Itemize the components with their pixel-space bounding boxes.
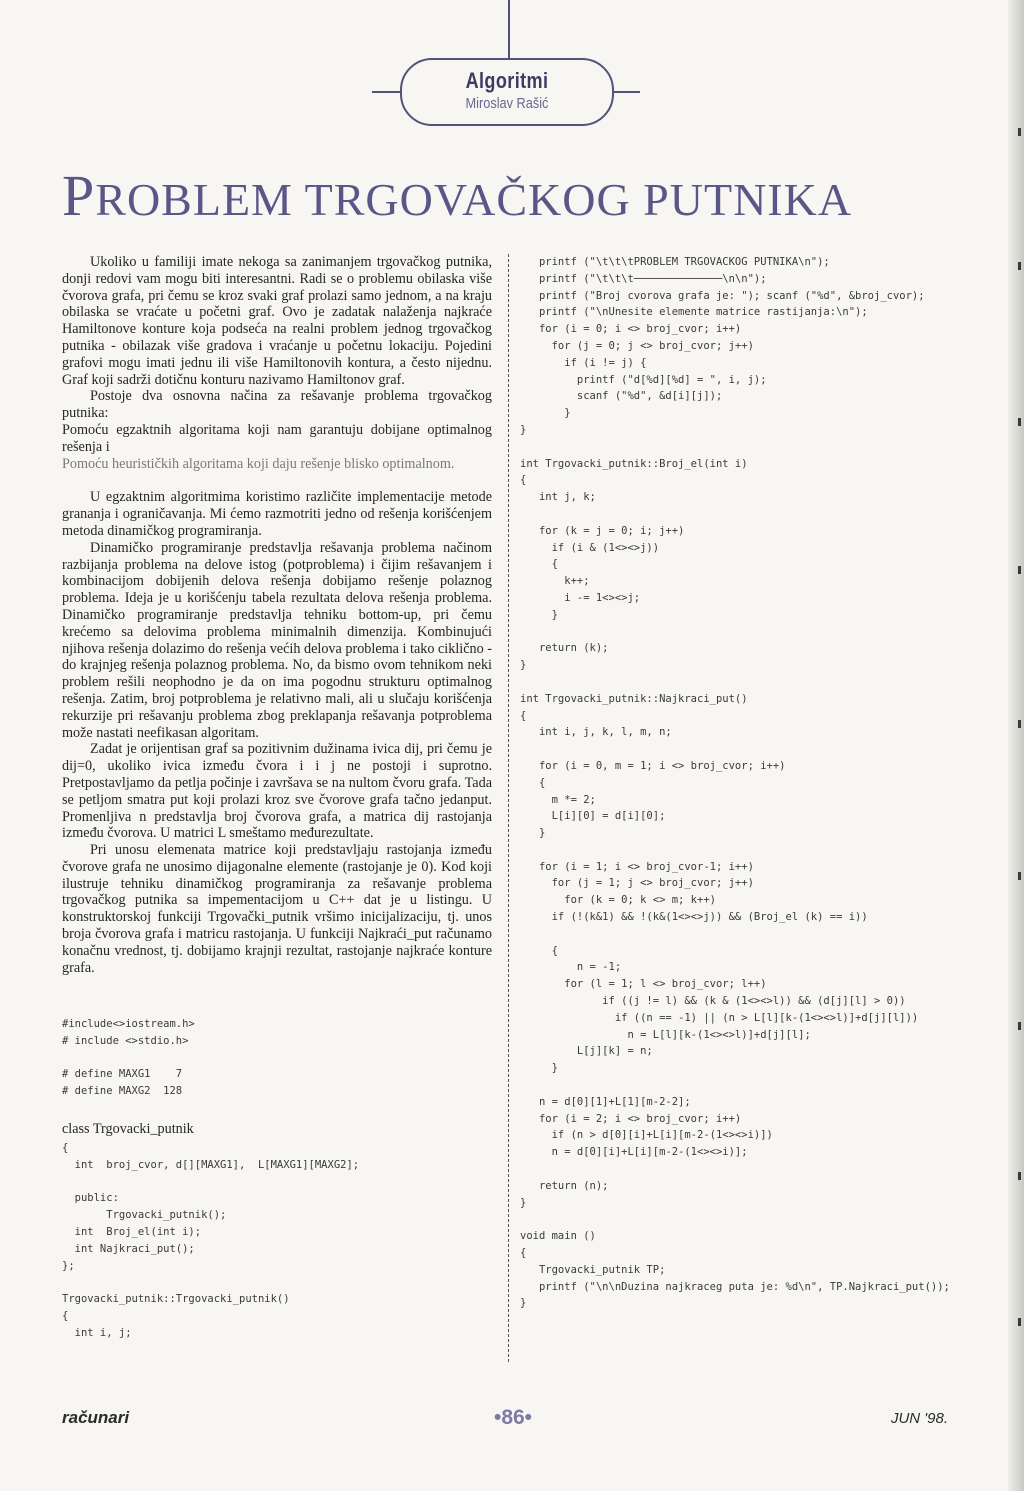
- code-line: n = d[0][i]+L[i][m-2-(1<><>i)];: [551, 1146, 748, 1159]
- paragraph: Ukoliko u familiji imate nekoga sa zanimanjem trgovačkog putnika, donji redovi vam mogu biti interesantni. Radi se o problemu obilaska više čvorova grafa, pri čemu se kroz svaki graf prolazi samo jednom, a na kraju obilaska se vraćate u početni graf. Ovo je zadatak nalaženja najkraće Hamiltonove konture koja podseća na realni problem jednog trgovačkog putnika - obilazak više gradova i vraćanje u početnu lokaciju. Pojedini grafovi mogu imati jednu ili više Hamiltonovih kontura, a često nijednu. Graf koji sadrži dotičnu konturu nazivamo Hamiltonov graf.: [62, 254, 492, 388]
- edge-mark: [1018, 418, 1021, 426]
- paragraph: U egzaktnim algoritmima koristimo različite implementacije metode grananja i ograničavanja. Mi ćemo razmotriti jedno od rešenja korišćenjem metoda dinamičkog programiranja.: [62, 489, 492, 539]
- code-line: for (i = 0, m = 1; i <> broj_cvor; i++): [538, 759, 786, 772]
- code-line: {: [520, 474, 527, 487]
- code-line: Trgovacki_putnik TP;: [538, 1263, 666, 1276]
- code-line: }: [564, 407, 571, 420]
- paragraph: Dinamičko programiranje predstavlja rešavanja problema načinom razbijanja problema na delove istog (potproblema) i čijim rešavanjem i kombinacijom dobijenih delova rešenja dobijamo rešenje polaznog problema. Ideja je u korišćenju tabela rezultata delova rešenja problema. Dinamičko programiranje predstavlja tehniku bottom-up, pri čemu krećemo sa delovima problema minimalnih dimenzija. Kombinujući njihova rešenja dolazimo do rešenja većih delova problema i tako ciklično - do krajnjeg rešenja polaznog problema. No, da bismo ovom tehnikom neki problem rešili neophodno je da on ima pogodnu strukturu optimalnog rešenja. Zatim, broj potproblema je relativno mali, ali u slučaju korišćenja rekurzije pri rešavanju problema zbog preklapanja rešavanja potproblema može nastati neefikasan algoritam.: [62, 539, 492, 741]
- code-line: # include <>stdio.h>: [62, 1034, 189, 1047]
- code-line: {: [520, 709, 527, 722]
- code-line: }: [538, 827, 546, 840]
- code-line: i -= 1<><>j;: [564, 591, 641, 604]
- code-line: n = d[0][1]+L[1][m-2-2];: [538, 1095, 691, 1108]
- section-title: Algoritmi: [465, 68, 549, 93]
- class-heading: class Trgovacki_putnik: [62, 1121, 194, 1137]
- paragraph: Pomoću heurističkih algoritama koji daju rešenje blisko optimalnom.: [62, 455, 455, 472]
- code-line: int i, j;: [74, 1326, 132, 1339]
- code-line: int j, k;: [538, 491, 596, 504]
- edge-mark: [1018, 1318, 1021, 1326]
- code-line: {: [62, 1309, 69, 1322]
- code-line: if ((n == -1) || (n > L[l][k-(1<><>l)]+d[j][l])): [614, 1011, 919, 1024]
- code-line: for (l = 1; l <> broj_cvor; l++): [564, 978, 767, 991]
- code-line: int Trgovacki_putnik::Broj_el(int i): [520, 457, 748, 470]
- article-title: [62, 162, 853, 229]
- code-line: L[j][k] = n;: [576, 1045, 653, 1058]
- code-line: L[i][0] = d[i][0];: [551, 810, 666, 823]
- code-line: k++;: [564, 575, 590, 588]
- paragraph: Pomoću egzaktnih algoritama koji nam garantuju dobijane optimalnog rešenja i: [62, 421, 492, 455]
- edge-mark: [1018, 128, 1021, 136]
- code-line: printf ("\nUnesite elemente matrice rastijanja:\n");: [538, 306, 868, 319]
- code-listing-includes: [62, 1016, 195, 1100]
- code-line: int Trgovacki_putnik::Najkraci_put(): [520, 692, 748, 705]
- code-line: {: [538, 776, 546, 789]
- code-line: if (n > d[0][i]+L[i][m-2-(1<><>i)]): [551, 1129, 773, 1142]
- code-line: int broj_cvor, d[][MAXG1], L[MAXG1][MAXG2];: [74, 1158, 360, 1171]
- edge-mark: [1018, 1172, 1021, 1180]
- article-body: [62, 254, 492, 976]
- code-line: void main (): [520, 1230, 596, 1243]
- edge-mark: [1018, 872, 1021, 880]
- paragraph: Pri unosu elemenata matrice koji predstavljaju rastojanja između čvorove grafa ne unosimo dijagonalne elemente (rastojanje je 0). Kod koji ilustruje tehniku dinamičkog programiranja za rešavanje problema trgovačkog putnika sa impementacijom u C++ dat je u listingu. U konstruktorskoj funkciji Trgovački_putnik vršimo inicijalizaciju, tj. unos broja čvorova grafa i matricu rastojanja. U funkciji Najkraći_put računamo konačnu vrednost, tj. dobijamo krajnji rezultat, rastojanje najkraće konture grafa.: [62, 842, 492, 976]
- column-divider: [508, 254, 509, 1362]
- code-line: printf ("Broj cvorova grafa je: "); scanf ("%d", &broj_cvor);: [538, 289, 925, 302]
- header-vertical-rule: [508, 0, 510, 60]
- edge-mark: [1018, 1022, 1021, 1030]
- code-line: for (j = 0; j <> broj_cvor; j++): [551, 339, 754, 352]
- code-line: for (k = 0; k <> m; k++): [564, 894, 716, 907]
- code-line: {: [62, 1142, 69, 1154]
- code-line: Trgovacki_putnik();: [106, 1209, 227, 1222]
- code-line: {: [520, 1247, 527, 1260]
- code-line: for (i = 2; i <> broj_cvor; i++): [538, 1112, 742, 1125]
- code-line: }: [520, 659, 527, 672]
- code-line: int i, j, k, l, m, n;: [538, 726, 672, 739]
- title-initial: P: [62, 163, 96, 228]
- code-line: }: [520, 1297, 527, 1310]
- code-line: if (!(k&1) && !(k&(1<><>j)) && (Broj_el (k) == i)): [551, 911, 868, 924]
- code-line: }: [520, 423, 527, 436]
- edge-mark: [1018, 720, 1021, 728]
- paragraph: Postoje dva osnovna načina za rešavanje problema trgovačkog putnika:: [62, 388, 492, 422]
- magazine-name: računari: [62, 1408, 130, 1427]
- code-line: scanf ("%d", &d[i][j]);: [576, 390, 723, 403]
- code-line: for (i = 1; i <> broj_cvor-1; i++): [538, 860, 754, 873]
- code-listing-class: [62, 1140, 359, 1342]
- code-line: for (i = 0; i <> broj_cvor; i++): [538, 323, 742, 336]
- code-line: #include<>iostream.h>: [62, 1018, 195, 1030]
- paragraph: Zadat je orijentisan graf sa pozitivnim dužinama ivica dij, pri čemu je dij=0, ukoliko ivica između čvora i i j ne postoji i suprotno. Pretpostavljamo da petlja počinje i završava se na nultom čvoru grafa. Tada se petljom smatra put koji prolazi kroz sve čvorove grafa tačno jedanput. Promenljiva n predstavlja broj čvorova grafa, a matrica dij rastojanja između čvorova. U matrici L smeštamo međurezultate.: [62, 741, 492, 842]
- author-name: Miroslav Rašić: [465, 95, 549, 112]
- code-line: return (k);: [538, 642, 609, 655]
- code-line: };: [62, 1259, 75, 1272]
- code-line: # define MAXG1 7: [62, 1068, 183, 1081]
- code-line: }: [551, 1062, 558, 1075]
- code-line: printf ("d[%d][%d] = ", i, j);: [576, 373, 767, 386]
- code-line: if (i & (1<><>j)): [551, 541, 660, 554]
- scan-page-edge: [1008, 0, 1024, 1491]
- code-line: }: [551, 608, 558, 621]
- code-line: return (n);: [538, 1179, 609, 1192]
- code-line: n = L[l][k-(1<><>l)]+d[j][l];: [627, 1028, 811, 1041]
- code-line: printf ("\t\t\t──────────────\n\n");: [538, 272, 767, 285]
- code-line: # define MAXG2 128: [62, 1085, 183, 1098]
- page-number: •86•: [493, 1406, 533, 1429]
- code-line: printf ("\t\t\tPROBLEM TRGOVACKOG PUTNIKA\n");: [538, 256, 830, 268]
- edge-mark: [1018, 566, 1021, 574]
- section-badge: [400, 58, 614, 126]
- code-line: {: [551, 944, 558, 957]
- code-line: {: [551, 558, 558, 571]
- code-line: printf ("\n\nDuzina najkraceg puta je: %d\n", TP.Najkraci_put());: [538, 1280, 950, 1293]
- code-listing-functions: [520, 254, 950, 1312]
- code-line: if ((j != l) && (k & (1<><>l)) && (d[j][l] > 0)): [602, 995, 906, 1008]
- code-line: m *= 2;: [551, 793, 596, 806]
- issue-date: JUN '98.: [890, 1410, 948, 1427]
- header-rule-left: [372, 91, 402, 93]
- code-line: n = -1;: [576, 961, 622, 974]
- edge-mark: [1018, 262, 1021, 270]
- code-line: if (i != j) {: [564, 356, 647, 369]
- code-line: for (j = 1; j <> broj_cvor; j++): [551, 877, 754, 890]
- code-line: int Broj_el(int i);: [74, 1225, 202, 1238]
- code-line: Trgovacki_putnik::Trgovacki_putnik(): [62, 1293, 290, 1306]
- title-rest: ROBLEM TRGOVAČKOG PUTNIKA: [95, 174, 853, 225]
- code-line: public:: [74, 1192, 119, 1205]
- spacer: [62, 472, 492, 489]
- code-line: }: [520, 1196, 527, 1209]
- code-line: for (k = j = 0; i; j++): [538, 524, 685, 537]
- code-line: int Najkraci_put();: [74, 1242, 195, 1255]
